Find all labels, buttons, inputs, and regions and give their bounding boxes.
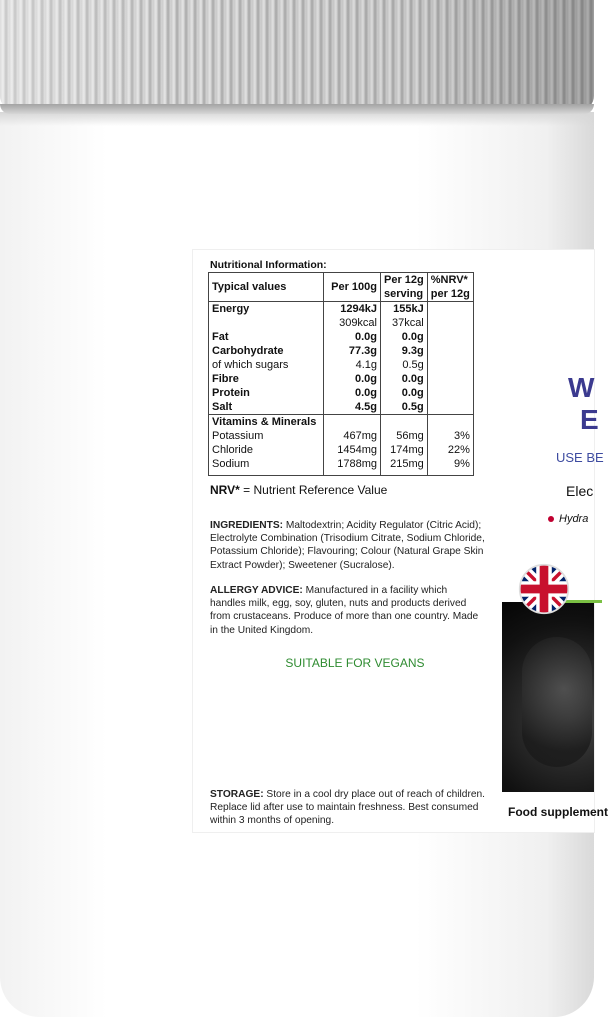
nutrition-row — [209, 358, 474, 372]
food-supplement-text: Food supplement — [508, 805, 608, 819]
athlete-photo — [502, 602, 594, 792]
vitamins-heading: Vitamins & Minerals — [209, 415, 324, 430]
lid-rim — [0, 104, 594, 114]
spacer-cell — [381, 471, 428, 476]
nutrition-cell-name — [209, 316, 324, 330]
nutrition-cell-serving: 0.5g — [381, 400, 428, 415]
header-per-serving-line2: serving — [384, 288, 424, 300]
brand-heading-line2: E — [580, 404, 599, 435]
nutrition-cell-serving: 9.3g — [381, 344, 428, 358]
nutrition-cell-per100: 0.0g — [324, 386, 381, 400]
hydration-bullet — [548, 513, 588, 525]
nutrition-cell-nrv — [427, 386, 473, 400]
allergy-label: ALLERGY ADVICE: — [210, 585, 303, 596]
storage — [210, 788, 490, 828]
nutrition-cell-nrv — [427, 316, 473, 330]
brand-heading-line1: W — [568, 372, 595, 403]
nutrition-cell-name: Energy — [209, 302, 324, 317]
header-per-100g: Per 100g — [324, 273, 381, 302]
nutrition-cell-serving: 155kJ — [381, 302, 428, 317]
allergy-advice — [210, 584, 485, 637]
spacer-row — [209, 471, 474, 476]
nutrition-table-header — [209, 273, 474, 302]
nutrition-row — [209, 457, 474, 471]
nrv-note-label: NRV* — [210, 483, 240, 497]
nutrition-table — [208, 272, 474, 476]
allergy-text: Manufactured in a facility which handles milk, egg, soy, gluten, nuts and products derived from crustaceans. Produce of more than one country. Made in the United Kingdom. — [210, 585, 479, 636]
nrv-note — [210, 483, 387, 497]
nutrition-row — [209, 386, 474, 400]
storage-label: STORAGE: — [210, 789, 264, 800]
nutrition-row — [209, 429, 474, 443]
nutrition-row — [209, 344, 474, 358]
nutrition-cell-name: Salt — [209, 400, 324, 415]
header-nrv — [427, 273, 473, 302]
brand-heading — [568, 372, 599, 436]
nutrition-cell-serving: 0.5g — [381, 358, 428, 372]
tub-shoulder — [0, 112, 594, 126]
use-text: USE BE — [556, 450, 604, 465]
nutrition-row — [209, 372, 474, 386]
header-nrv-line1: %NRV* — [430, 274, 468, 286]
ingredients-label: INGREDIENTS: — [210, 520, 284, 531]
nutrition-cell-per100: 1454mg — [324, 443, 381, 457]
nutrition-cell-per100: 0.0g — [324, 372, 381, 386]
nutrition-cell-serving: 0.0g — [381, 372, 428, 386]
nutrition-cell-nrv: 3% — [427, 429, 473, 443]
uk-flag-icon — [518, 563, 570, 615]
nutrition-cell-nrv — [427, 302, 473, 317]
header-per-serving — [381, 273, 428, 302]
vegan-statement: SUITABLE FOR VEGANS — [285, 656, 425, 670]
ingredients — [210, 519, 485, 572]
nutrition-cell-per100: 77.3g — [324, 344, 381, 358]
nutrition-cell-per100: 4.5g — [324, 400, 381, 415]
nutrition-row — [209, 316, 474, 330]
nutrition-cell-nrv: 22% — [427, 443, 473, 457]
bullet-dot — [548, 516, 554, 522]
nutrition-cell-name: Protein — [209, 386, 324, 400]
tub-lid — [0, 0, 594, 110]
nutrition-cell-name: Chloride — [209, 443, 324, 457]
nutrition-cell-name: Carbohydrate — [209, 344, 324, 358]
storage-text: Store in a cool dry place out of reach of children. Replace lid after use to maintain freshness. Best consumed within 3 months of opening. — [210, 789, 486, 827]
nutrition-cell-nrv: 9% — [427, 457, 473, 471]
nutrition-cell-name: Sodium — [209, 457, 324, 471]
nutrition-row — [209, 443, 474, 457]
ingredients-text: Maltodextrin; Acidity Regulator (Citric Acid); Electrolyte Combination (Trisodium Citrate, Sodium Chloride, Potassium Chloride); Flavouring; Colour (Natural Grape Skin Extract Powder); Sweetener (Sucralose). — [210, 520, 485, 571]
spacer-cell — [324, 471, 381, 476]
nutrition-cell-per100: 0.0g — [324, 330, 381, 344]
spacer-cell — [427, 471, 473, 476]
nutrition-cell-serving: 174mg — [381, 443, 428, 457]
photo-subject — [522, 637, 592, 767]
nutrition-cell-per100: 309kcal — [324, 316, 381, 330]
hydration-text: Hydra — [559, 513, 589, 525]
nutrition-cell-serving: 0.0g — [381, 330, 428, 344]
nutrition-cell-nrv — [427, 344, 473, 358]
nutrition-cell-nrv — [427, 358, 473, 372]
header-per-serving-line1: Per 12g — [384, 274, 424, 286]
nutrition-row — [209, 400, 474, 415]
front-panel-partial — [502, 250, 608, 832]
nutrition-cell-serving: 215mg — [381, 457, 428, 471]
nutrition-row — [209, 330, 474, 344]
nutrition-cell-name: Fat — [209, 330, 324, 344]
header-typical-values: Typical values — [209, 273, 324, 302]
nutrition-cell-per100: 467mg — [324, 429, 381, 443]
empty-cell — [324, 415, 381, 430]
nutrition-cell-per100: 1294kJ — [324, 302, 381, 317]
nutrition-table-body — [209, 302, 474, 476]
nutrition-cell-nrv — [427, 400, 473, 415]
nutrition-cell-per100: 1788mg — [324, 457, 381, 471]
nutrition-cell-serving: 37kcal — [381, 316, 428, 330]
empty-cell — [381, 415, 428, 430]
electrolyte-text: Elec — [566, 483, 594, 499]
nutrition-cell-serving: 0.0g — [381, 386, 428, 400]
nutrition-title: Nutritional Information: — [210, 259, 327, 271]
empty-cell — [427, 415, 473, 430]
nutrition-cell-per100: 4.1g — [324, 358, 381, 372]
nutrition-cell-serving: 56mg — [381, 429, 428, 443]
nutrition-row — [209, 302, 474, 317]
spacer-cell — [209, 471, 324, 476]
header-nrv-line2: per 12g — [430, 288, 470, 300]
nrv-note-text: = Nutrient Reference Value — [239, 483, 388, 497]
nutrition-cell-name: Fibre — [209, 372, 324, 386]
nutrition-cell-name: of which sugars — [209, 358, 324, 372]
nutrition-cell-nrv — [427, 372, 473, 386]
nutrition-cell-nrv — [427, 330, 473, 344]
vitamins-heading-row — [209, 415, 474, 430]
nutrition-cell-name: Potassium — [209, 429, 324, 443]
